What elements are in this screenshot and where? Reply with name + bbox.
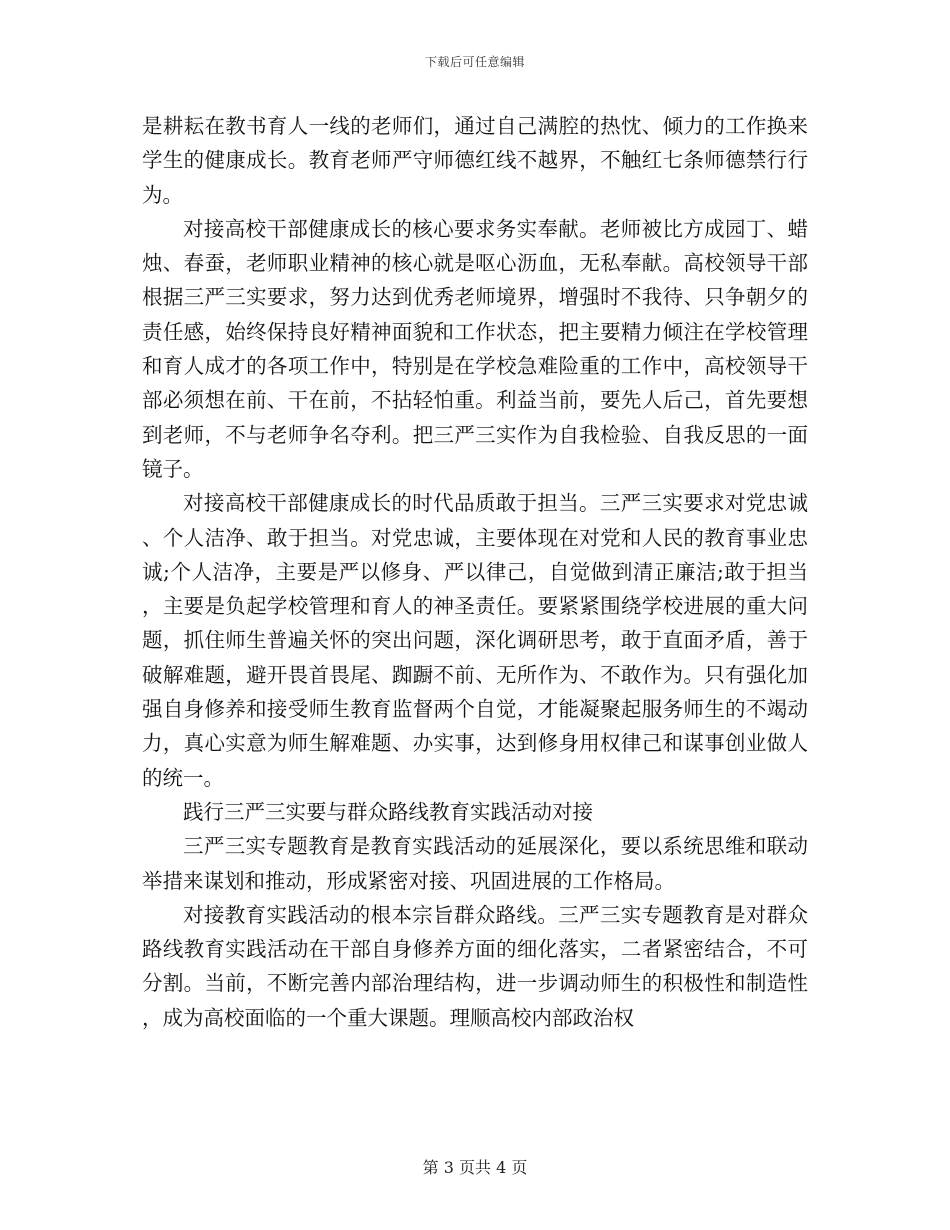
document-body [142, 109, 808, 1035]
paragraph-3: 对接高校干部健康成长的时代品质敢于担当。三严三实要求对党忠诚、个人洁净、敢于担当。对党忠诚，主要体现在对党和人民的教育事业忠诚;个人洁净，主要是严以修身、严以律己，自觉做到清正廉洁;敢于担当，主要是负起学校管理和育人的神圣责任。要紧紧围绕学校进展的重大问题，抓住师生普遍关怀的突出问题，深化调研思考，敢于直面矛盾，善于破解难题，避开畏首畏尾、踟蹰不前、无所作为、不敢作为。只有强化加强自身修养和接受师生教育监督两个自觉，才能凝聚起服务师生的不竭动力，真心实意为师生解难题、办实事，达到修身用权律己和谋事创业做人的统一。 [142, 491, 808, 790]
page-number: 第 3 页共 4 页 [422, 1158, 528, 1177]
paragraph-5: 三严三实专题教育是教育实践活动的延展深化，要以系统思维和联动举措来谋划和推动，形成紧密对接、巩固进展的工作格局。 [142, 834, 808, 893]
paragraph-6: 对接教育实践活动的根本宗旨群众路线。三严三实专题教育是对群众路线教育实践活动在干部自身修养方面的细化落实，二者紧密结合，不可分割。当前，不断完善内部治理结构，进一步调动师生的积极性和制造性，成为高校面临的一个重大课题。理顺高校内部政治权 [142, 902, 808, 1030]
paragraph-1: 是耕耘在教书育人一线的老师们，通过自己满腔的热忱、倾力的工作换来学生的健康成长。教育老师严守师德红线不越界，不触红七条师德禁行行为。 [142, 114, 808, 207]
page-header-note: 下载后可任意编辑 [424, 55, 525, 69]
section-heading: 践行三严三实要与群众路线教育实践活动对接 [183, 799, 593, 824]
paragraph-2: 对接高校干部健康成长的核心要求务实奉献。老师被比方成园丁、蜡烛、春蚕，老师职业精神的核心就是呕心沥血，无私奉献。高校领导干部根据三严三实要求，努力达到优秀老师境界，增强时不我待、只争朝夕的责任感，始终保持良好精神面貌和工作状态，把主要精力倾注在学校管理和育人成才的各项工作中，特别是在学校急难险重的工作中，高校领导干部必须想在前、干在前，不拈轻怕重。利益当前，要先人后己，首先要想到老师，不与老师争名夺利。把三严三实作为自我检验、自我反思的一面镜子。 [142, 216, 808, 481]
